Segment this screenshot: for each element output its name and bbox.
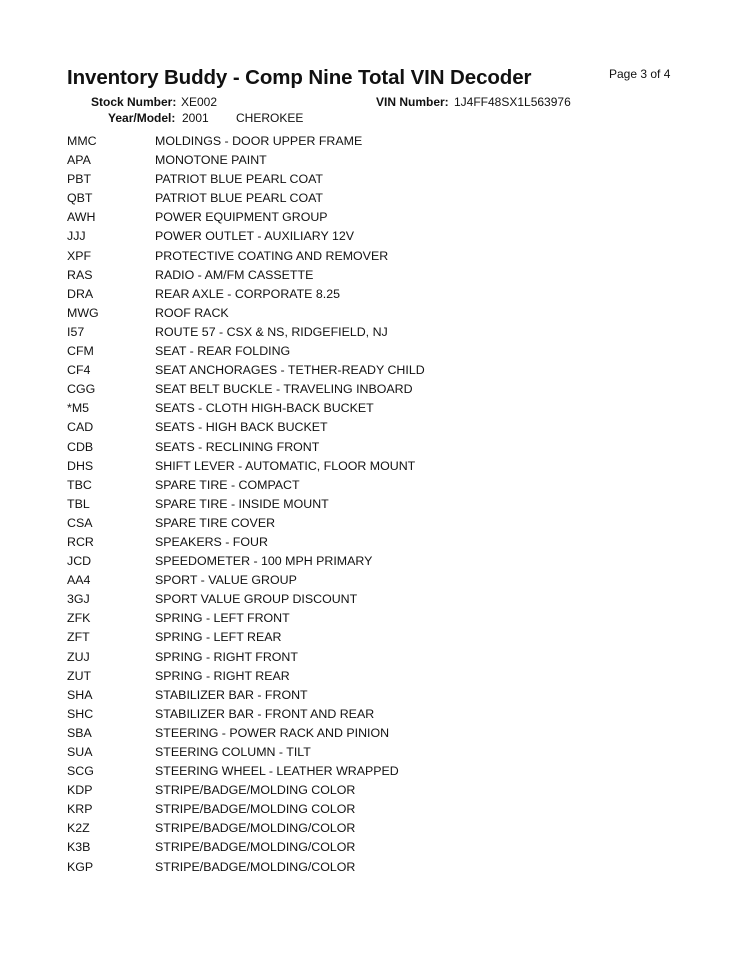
list-item <box>0 648 742 667</box>
option-description: MOLDINGS - DOOR UPPER FRAME <box>155 134 363 148</box>
option-code: AWH <box>67 210 96 225</box>
option-code: CSA <box>67 515 93 530</box>
document-title: Inventory Buddy - Comp Nine Total VIN Decoder <box>67 66 532 89</box>
option-description: SPARE TIRE - COMPACT <box>155 477 300 492</box>
option-code: JCD <box>67 554 92 569</box>
option-code: CF4 <box>67 363 91 378</box>
vin-number-label: VIN Number: <box>376 95 449 109</box>
option-description: STABILIZER BAR - FRONT <box>155 687 308 702</box>
option-description: STEERING - POWER RACK AND PINION <box>155 725 390 740</box>
list-item <box>0 667 742 686</box>
option-code: I57 <box>67 324 85 339</box>
list-item <box>0 189 742 208</box>
option-description: SPRING - RIGHT FRONT <box>155 649 298 664</box>
option-code: DHS <box>67 458 94 473</box>
option-description: SEATS - HIGH BACK BUCKET <box>155 420 328 435</box>
option-description: STEERING COLUMN - TILT <box>155 745 311 759</box>
list-item <box>0 628 742 647</box>
option-code: DRA <box>67 286 94 301</box>
option-description: SPEAKERS - FOUR <box>155 534 268 549</box>
option-description: SPRING - RIGHT REAR <box>155 668 290 683</box>
option-description: SPARE TIRE COVER <box>155 515 276 530</box>
option-code: TBL <box>67 496 90 511</box>
option-description: POWER EQUIPMENT GROUP <box>155 210 328 225</box>
list-item <box>0 457 742 476</box>
option-description: SEATS - CLOTH HIGH-BACK BUCKET <box>155 401 374 416</box>
option-code: XPF <box>67 248 92 263</box>
list-item <box>0 132 742 151</box>
list-item <box>0 533 742 552</box>
list-item <box>0 686 742 705</box>
option-code: MMC <box>67 134 97 148</box>
list-item <box>0 342 742 361</box>
option-code: ZUJ <box>67 649 90 664</box>
list-item <box>0 838 742 857</box>
option-code: ZUT <box>67 668 92 683</box>
option-code: K3B <box>67 840 91 855</box>
option-code: MWG <box>67 305 99 320</box>
list-item <box>0 762 742 781</box>
option-code: 3GJ <box>67 592 90 607</box>
option-code: RCR <box>67 534 94 549</box>
option-description: SPARE TIRE - INSIDE MOUNT <box>155 496 329 511</box>
page-number: Page 3 of 4 <box>609 67 671 81</box>
option-code: JJJ <box>67 229 86 244</box>
list-item <box>0 552 742 571</box>
option-description: STRIPE/BADGE/MOLDING/COLOR <box>155 840 356 855</box>
list-item <box>0 743 742 762</box>
option-code: CFM <box>67 344 94 359</box>
list-item <box>0 705 742 724</box>
list-item <box>0 323 742 342</box>
list-item <box>0 247 742 266</box>
option-code: PBT <box>67 172 92 187</box>
year-value: 2001 <box>182 111 209 125</box>
list-item <box>0 590 742 609</box>
list-item <box>0 418 742 437</box>
option-description: POWER OUTLET - AUXILIARY 12V <box>155 229 355 244</box>
option-code: SUA <box>67 745 93 759</box>
option-code: SCG <box>67 764 94 779</box>
option-code: ZFT <box>67 630 90 645</box>
option-description: SEAT - REAR FOLDING <box>155 344 291 359</box>
option-description: SEAT BELT BUCKLE - TRAVELING INBOARD <box>155 382 413 397</box>
option-code: CDB <box>67 439 94 454</box>
list-item <box>0 476 742 495</box>
option-code: KGP <box>67 859 94 874</box>
option-description: SEAT ANCHORAGES - TETHER-READY CHILD <box>155 363 425 378</box>
list-item <box>0 304 742 323</box>
option-description: MONOTONE PAINT <box>155 153 267 168</box>
option-description: PATRIOT BLUE PEARL COAT <box>155 172 323 187</box>
list-item <box>0 781 742 800</box>
option-description: SPRING - LEFT FRONT <box>155 611 290 626</box>
option-description: SPORT VALUE GROUP DISCOUNT <box>155 592 358 607</box>
list-item <box>0 399 742 418</box>
list-item <box>0 819 742 838</box>
option-code: CAD <box>67 420 94 435</box>
option-description: STEERING WHEEL - LEATHER WRAPPED <box>155 764 399 779</box>
list-item <box>0 438 742 457</box>
option-code: CGG <box>67 382 96 397</box>
option-description: STRIPE/BADGE/MOLDING/COLOR <box>155 821 356 836</box>
list-item <box>0 285 742 304</box>
list-item <box>0 609 742 628</box>
list-item <box>0 858 742 877</box>
list-item <box>0 571 742 590</box>
year-model-label: Year/Model: <box>108 111 176 125</box>
model-value: CHEROKEE <box>236 111 304 125</box>
option-code-list <box>0 132 742 877</box>
option-code: APA <box>67 153 91 168</box>
option-code: SHA <box>67 687 93 702</box>
list-item <box>0 800 742 819</box>
option-code: ZFK <box>67 611 91 626</box>
list-item <box>0 151 742 170</box>
list-item <box>0 227 742 246</box>
option-description: RADIO - AM/FM CASSETTE <box>155 267 314 282</box>
list-item <box>0 724 742 743</box>
option-code: SHC <box>67 706 94 721</box>
option-description: SPRING - LEFT REAR <box>155 630 282 645</box>
option-description: PATRIOT BLUE PEARL COAT <box>155 191 323 206</box>
list-item <box>0 495 742 514</box>
vin-number-value: 1J4FF48SX1L563976 <box>454 95 571 109</box>
option-description: STRIPE/BADGE/MOLDING COLOR <box>155 802 356 817</box>
option-description: SHIFT LEVER - AUTOMATIC, FLOOR MOUNT <box>155 458 416 473</box>
list-item <box>0 170 742 189</box>
option-description: ROOF RACK <box>155 305 229 320</box>
option-description: SEATS - RECLINING FRONT <box>155 439 320 454</box>
option-code: QBT <box>67 191 93 206</box>
option-description: PROTECTIVE COATING AND REMOVER <box>155 248 389 263</box>
stock-number-value: XE002 <box>181 95 218 109</box>
list-item <box>0 514 742 533</box>
option-description: STRIPE/BADGE/MOLDING/COLOR <box>155 859 356 874</box>
option-code: RAS <box>67 267 93 282</box>
option-description: REAR AXLE - CORPORATE 8.25 <box>155 286 340 301</box>
option-code: K2Z <box>67 821 90 836</box>
option-code: *M5 <box>67 401 90 416</box>
option-code: KRP <box>67 802 93 817</box>
option-description: SPORT - VALUE GROUP <box>155 573 297 588</box>
option-description: ROUTE 57 - CSX & NS, RIDGEFIELD, NJ <box>155 324 388 339</box>
option-description: STRIPE/BADGE/MOLDING COLOR <box>155 783 356 798</box>
list-item <box>0 361 742 380</box>
option-code: SBA <box>67 725 92 740</box>
stock-number-label: Stock Number: <box>91 95 177 109</box>
option-description: STABILIZER BAR - FRONT AND REAR <box>155 706 375 721</box>
list-item <box>0 208 742 227</box>
option-description: SPEEDOMETER - 100 MPH PRIMARY <box>155 554 373 569</box>
option-code: AA4 <box>67 573 91 588</box>
option-code: TBC <box>67 477 92 492</box>
list-item <box>0 380 742 399</box>
option-code: KDP <box>67 783 93 798</box>
list-item <box>0 266 742 285</box>
